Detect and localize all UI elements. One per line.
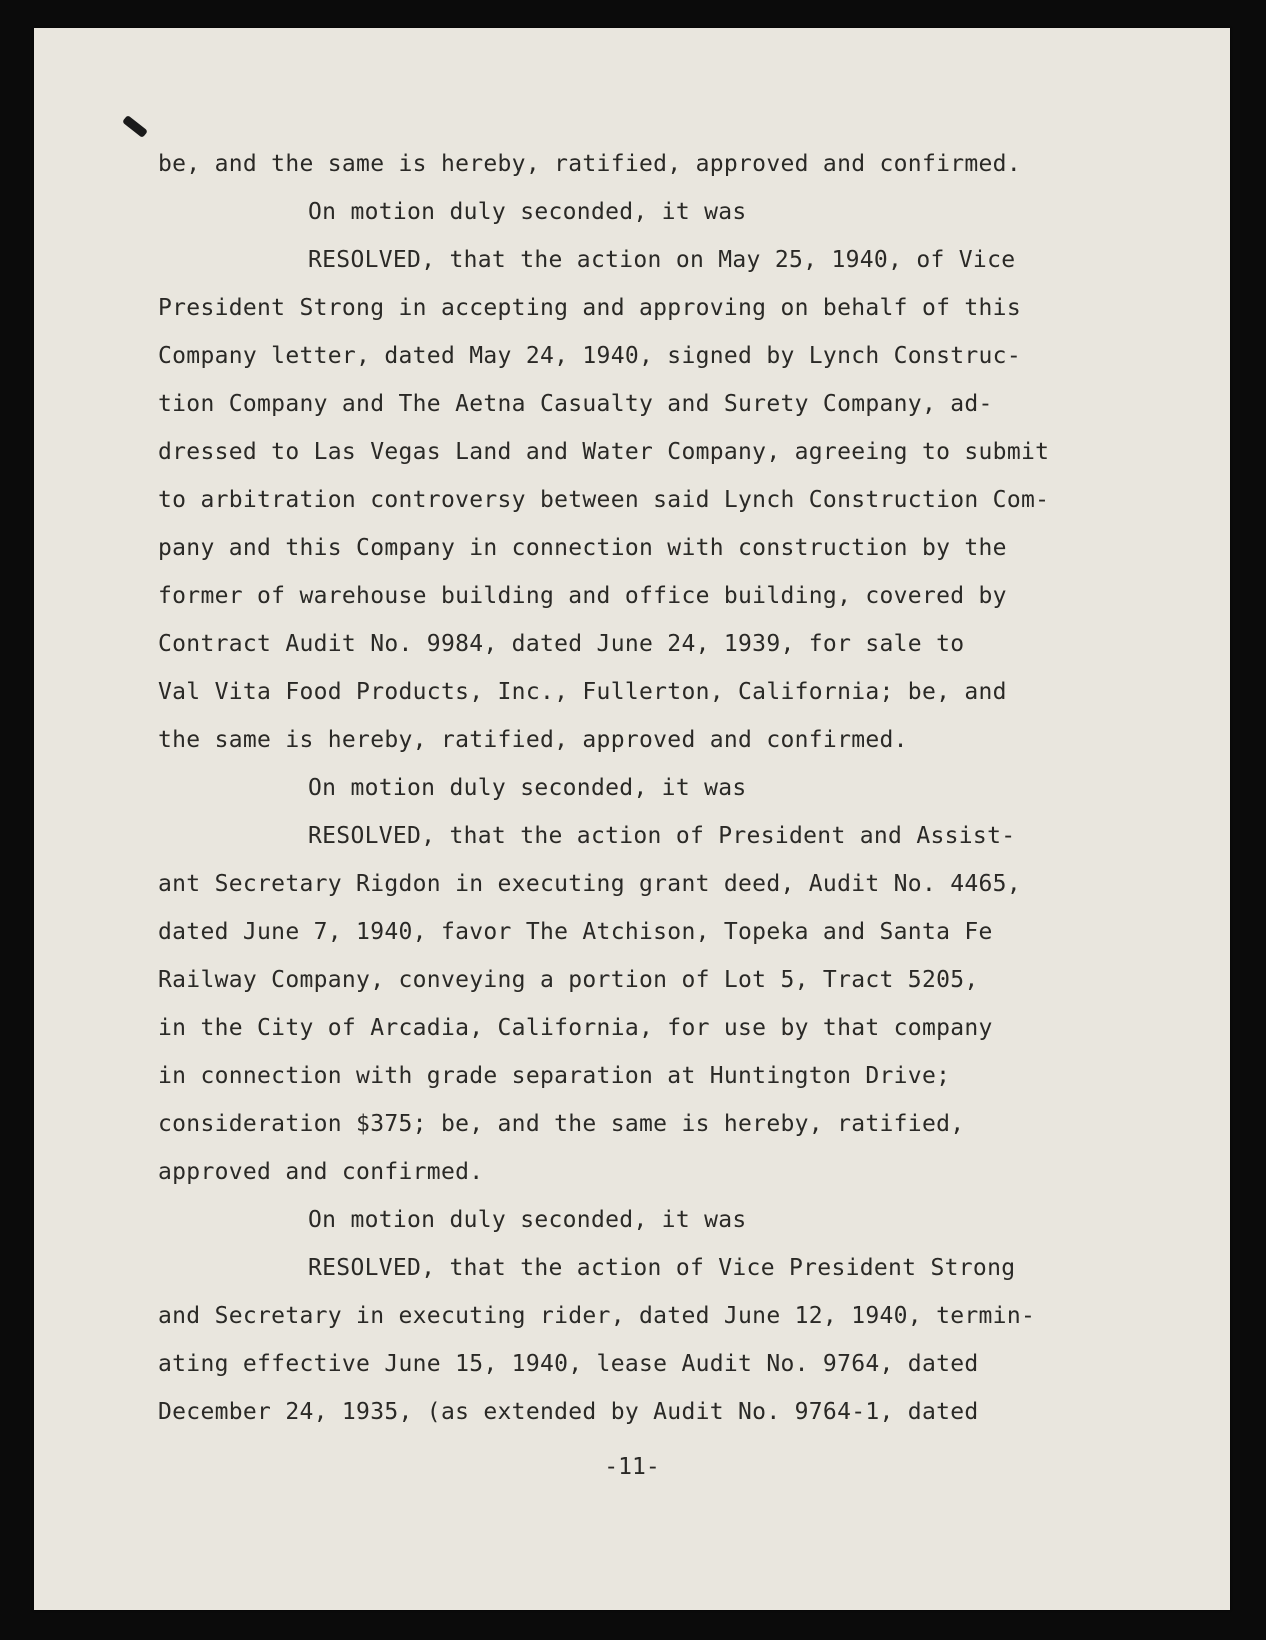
text-line: former of warehouse building and office building, covered by <box>158 583 1007 609</box>
text-line: pany and this Company in connection with construction by the <box>158 535 1007 561</box>
text-line: December 24, 1935, (as extended by Audit No. 9764-1, dated <box>158 1399 979 1425</box>
document-page <box>34 28 1230 1610</box>
body-text <box>158 140 1158 1436</box>
text-line: in the City of Arcadia, California, for use by that company <box>158 1015 993 1041</box>
text-line: the same is hereby, ratified, approved and confirmed. <box>158 727 908 753</box>
text-line: On motion duly seconded, it was <box>308 775 747 801</box>
text-line: Contract Audit No. 9984, dated June 24, 1939, for sale to <box>158 631 965 657</box>
text-line: approved and confirmed. <box>158 1159 484 1185</box>
text-line: On motion duly seconded, it was <box>308 199 747 225</box>
text-line: Val Vita Food Products, Inc., Fullerton, California; be, and <box>158 679 1007 705</box>
text-line: in connection with grade separation at Huntington Drive; <box>158 1063 951 1089</box>
text-line: RESOLVED, that the action on May 25, 1940, of Vice <box>308 247 1016 273</box>
text-line: tion Company and The Aetna Casualty and Surety Company, ad- <box>158 391 993 417</box>
text-line: ant Secretary Rigdon in executing grant deed, Audit No. 4465, <box>158 871 1021 897</box>
ink-mark-icon <box>122 115 148 138</box>
text-line: be, and the same is hereby, ratified, approved and confirmed. <box>158 151 1021 177</box>
text-line: Company letter, dated May 24, 1940, signed by Lynch Construc- <box>158 343 1021 369</box>
text-line: and Secretary in executing rider, dated June 12, 1940, termin- <box>158 1303 1036 1329</box>
text-line: dated June 7, 1940, favor The Atchison, Topeka and Santa Fe <box>158 919 993 945</box>
text-line: consideration $375; be, and the same is hereby, ratified, <box>158 1111 965 1137</box>
text-line: RESOLVED, that the action of President and Assist- <box>308 823 1016 849</box>
text-line: to arbitration controversy between said Lynch Construction Com- <box>158 487 1050 513</box>
text-line: ating effective June 15, 1940, lease Audit No. 9764, dated <box>158 1351 979 1377</box>
text-line: dressed to Las Vegas Land and Water Company, agreeing to submit <box>158 439 1050 465</box>
page-number: -11- <box>604 1454 660 1480</box>
text-line: On motion duly seconded, it was <box>308 1207 747 1233</box>
text-line: RESOLVED, that the action of Vice President Strong <box>308 1255 1016 1281</box>
text-line: President Strong in accepting and approving on behalf of this <box>158 295 1021 321</box>
text-line: Railway Company, conveying a portion of Lot 5, Tract 5205, <box>158 967 979 993</box>
